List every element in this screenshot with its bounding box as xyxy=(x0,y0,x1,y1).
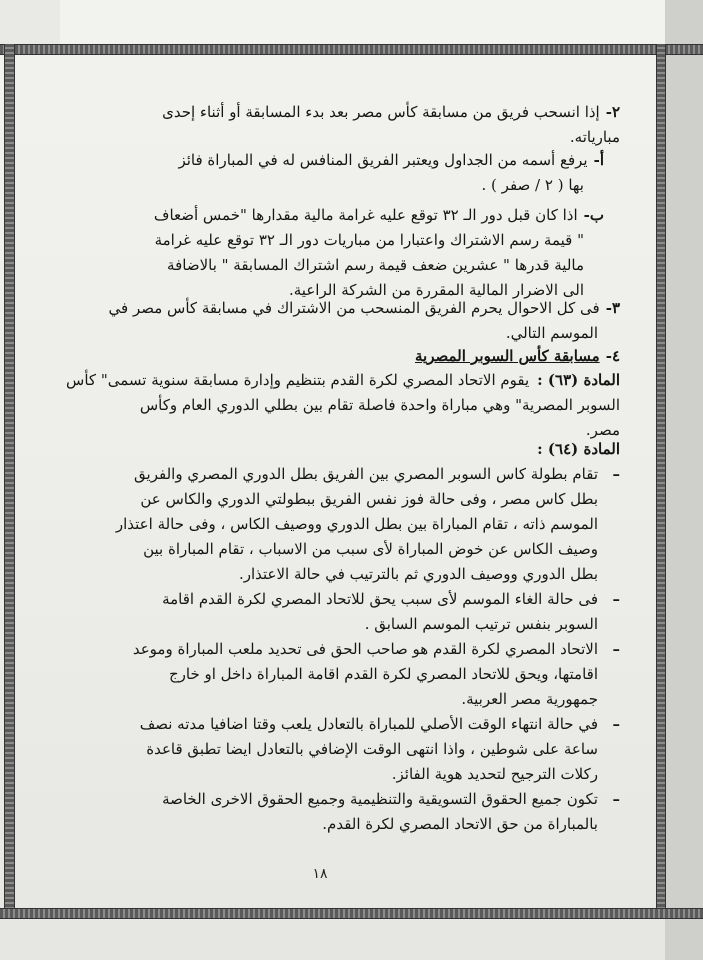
clause-2b-line-2: " قيمة رسم الاشتراك واعتبارا من مباريات دور الـ ٣٢ توقع عليه غرامة xyxy=(154,231,584,249)
list-item-line: تقام بطولة كاس السوبر المصري بين الفريق بطل الدوري المصري والفريق xyxy=(134,465,598,483)
clause-2-b xyxy=(64,203,604,303)
article-63-line-1 xyxy=(60,368,620,393)
article-64 xyxy=(60,437,620,462)
list-item-line: وصيف الكاس عن خوض المباراة لأى سبب من الاسباب ، تقام المباراة بين xyxy=(143,540,598,558)
clause-2b-line-3: مالية قدرها " عشرين ضعف قيمة رسم اشتراك المسابقة " بالاضافة xyxy=(167,256,584,274)
document-body xyxy=(60,100,620,900)
list-item-line: السوبر بنفس ترتيب الموسم السابق . xyxy=(364,615,598,633)
page-border-bottom xyxy=(0,908,703,919)
list-item-line: ساعة على شوطين ، واذا انتهى الوقت الإضافي بالتعادل ايضا تطبق قاعدة xyxy=(146,740,598,758)
article-63 xyxy=(60,368,620,443)
clause-2-text: إذا انسحب فريق من مسابقة كأس مصر بعد بدء المسابقة أو أثناء إحدى xyxy=(162,103,600,121)
list-item xyxy=(60,637,620,712)
bullet-dash: – xyxy=(612,790,620,808)
list-item-line: فى حالة الغاء الموسم لأى سبب يحق للاتحاد المصري لكرة القدم اقامة xyxy=(162,590,598,608)
list-item-line: ركلات الترجيح لتحديد هوية الفائز. xyxy=(391,765,598,783)
page-number: ١٨ xyxy=(312,866,328,882)
list-item-line: جمهورية مصر العربية. xyxy=(461,690,598,708)
clause-3-number: ٣- xyxy=(605,299,620,317)
page-corner xyxy=(0,0,60,44)
bullet-dash: – xyxy=(612,640,620,658)
list-item-line: الاتحاد المصري لكرة القدم هو صاحب الحق فى تحديد ملعب المباراة وموعد xyxy=(132,640,598,658)
page-border-right xyxy=(656,44,666,917)
list-item xyxy=(60,787,620,837)
clause-2 xyxy=(60,100,620,150)
list-item-line: في حالة انتهاء الوقت الأصلي للمباراة بالتعادل يلعب وقتا اضافيا مدته نصف xyxy=(139,715,598,733)
article-63-line-3: مصر. xyxy=(585,421,620,439)
article-63-line-2: السوبر المصرية" وهي مباراة واحدة فاصلة تقام بين بطلي الدوري العام وكأس xyxy=(139,396,620,414)
list-item xyxy=(60,587,620,637)
clause-2-number: ٢- xyxy=(605,103,620,121)
clause-2-line-2: مبارياته. xyxy=(569,128,620,146)
section-title: مسابقة كأس السوبر المصرية xyxy=(414,347,600,365)
list-item xyxy=(60,462,620,587)
clause-2b-text: اذا كان قبل دور الـ ٣٢ توقع عليه غرامة مالية مقدارها "خمس أضعاف xyxy=(153,206,578,224)
page-margin-right xyxy=(665,0,703,960)
clause-2a-text: يرفع أسمه من الجداول ويعتبر الفريق المنافس له في المباراة فائز xyxy=(178,151,588,169)
clause-2a-line-1 xyxy=(64,148,604,173)
section-heading xyxy=(60,344,620,369)
page-border-left xyxy=(4,44,15,917)
clause-2-line-1 xyxy=(60,100,620,125)
list-item-line: الموسم ذاته ، تقام المباراة بين بطل الدوري ووصيف الكاس ، وفى حالة اعتذار xyxy=(115,515,598,533)
bullet-dash: – xyxy=(612,590,620,608)
article-64-list xyxy=(60,462,620,837)
list-item-line: بطل كاس مصر ، وفى حالة فوز نفس الفريق ببطولتي الدوري والكاس عن xyxy=(140,490,598,508)
list-item-line: اقامتها، ويحق للاتحاد المصري لكرة القدم اقامة المباراة داخل او خارج xyxy=(168,665,598,683)
clause-2-a xyxy=(64,148,604,198)
clause-2b-line-4: الى الاضرار المالية المقررة من الشركة الراعية. xyxy=(289,281,584,299)
clause-2b-line-1 xyxy=(64,203,604,228)
list-item xyxy=(60,712,620,787)
clause-3 xyxy=(60,296,620,346)
section-number: ٤- xyxy=(605,347,620,365)
clause-3-line-2: الموسم التالي. xyxy=(505,324,598,342)
list-item-line: بالمباراة من حق الاتحاد المصري لكرة القدم. xyxy=(322,815,598,833)
bullet-dash: – xyxy=(612,715,620,733)
clause-2a-label: أ- xyxy=(593,151,604,169)
bullet-dash: – xyxy=(612,465,620,483)
clause-3-text: فى كل الاحوال يحرم الفريق المنسحب من الاشتراك في مسابقة كأس مصر في xyxy=(108,299,600,317)
list-item-line: بطل الدوري ووصيف الدوري ثم بالترتيب في حالة الاعتذار. xyxy=(238,565,598,583)
article-64-label: المادة (٦٤) : xyxy=(537,440,620,458)
article-63-label: المادة (٦٣) : xyxy=(537,371,620,389)
clause-2b-label: ب- xyxy=(583,206,604,224)
clause-2a-line-2: بها ( ٢ / صفر ) . xyxy=(481,176,584,194)
clause-3-line-1 xyxy=(60,296,620,321)
article-63-text: يقوم الاتحاد المصري لكرة القدم بتنظيم وإدارة مسابقة سنوية تسمى" كأس xyxy=(66,371,530,389)
page-border-top xyxy=(0,44,703,55)
list-item-line: تكون جميع الحقوق التسويقية والتنظيمية وجميع الحقوق الاخرى الخاصة xyxy=(162,790,598,808)
